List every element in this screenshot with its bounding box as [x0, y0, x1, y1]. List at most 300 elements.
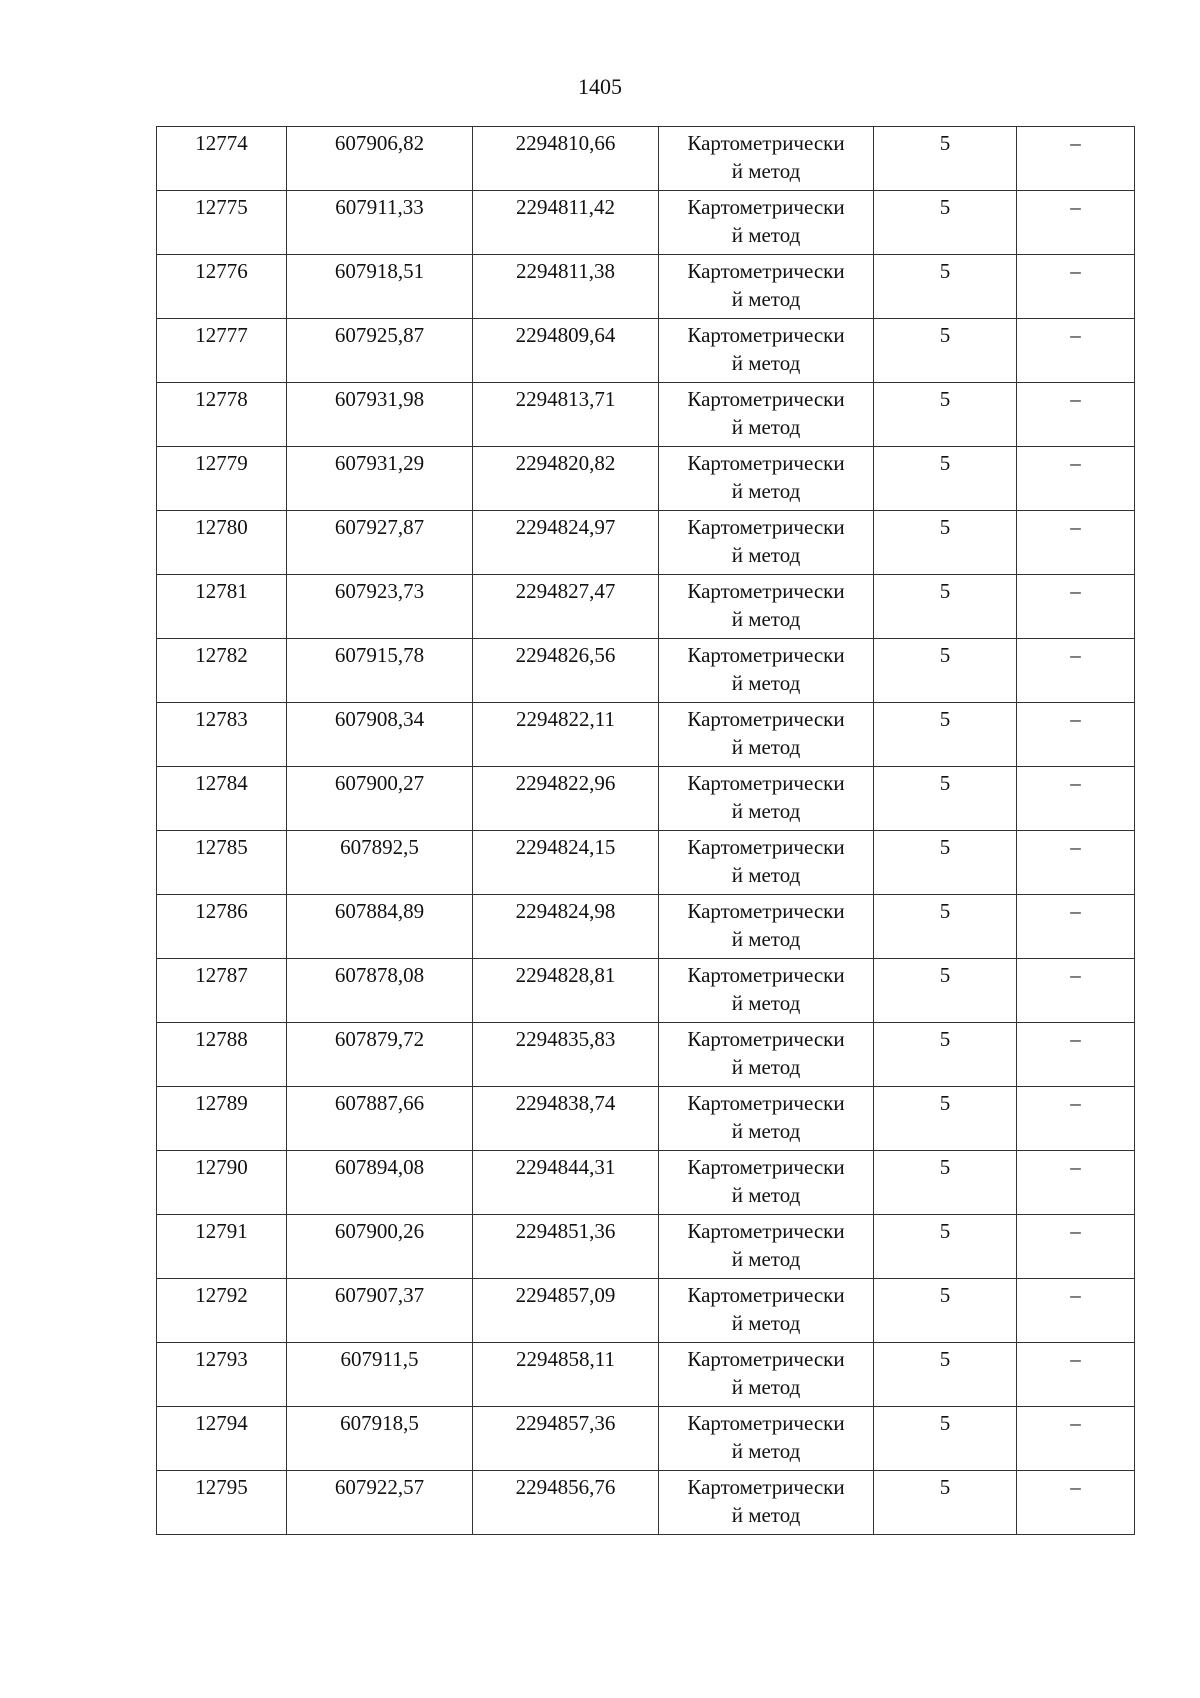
method-cell [659, 447, 874, 511]
method-cell [659, 959, 874, 1023]
note-text: – [1070, 1027, 1081, 1051]
method-text-line2: й метод [731, 1375, 801, 1399]
y-coordinate-cell [473, 895, 659, 959]
method-text-line1: Картометрически [687, 323, 845, 347]
note-cell [1017, 703, 1135, 767]
table-row [157, 895, 1135, 959]
method-cell [659, 1279, 874, 1343]
accuracy-text: 5 [939, 323, 951, 347]
method-text-line1: Картометрически [687, 771, 845, 795]
point-number-cell [157, 895, 287, 959]
table-row [157, 767, 1135, 831]
method-text-line2: й метод [731, 415, 801, 439]
method-cell [659, 767, 874, 831]
x-coordinate-cell [287, 1023, 473, 1087]
table-row [157, 319, 1135, 383]
x-coordinate-cell [287, 1215, 473, 1279]
x-coordinate-text: 607931,29 [334, 451, 425, 475]
table-row [157, 1151, 1135, 1215]
point-number-text: 12794 [195, 1411, 248, 1435]
point-number-text: 12784 [195, 771, 248, 795]
y-coordinate-cell [473, 1151, 659, 1215]
point-number-text: 12793 [195, 1347, 248, 1371]
method-text-line2: й метод [731, 991, 801, 1015]
method-text-line2: й метод [731, 1311, 801, 1335]
point-number-text: 12776 [195, 259, 248, 283]
point-number-text: 12789 [195, 1091, 248, 1115]
table-row [157, 511, 1135, 575]
method-cell [659, 639, 874, 703]
accuracy-cell [874, 1471, 1017, 1535]
x-coordinate-cell [287, 319, 473, 383]
method-cell [659, 1343, 874, 1407]
method-text-line1: Картометрически [687, 131, 845, 155]
note-text: – [1070, 1155, 1081, 1179]
table-row [157, 831, 1135, 895]
point-number-cell [157, 831, 287, 895]
note-text: – [1070, 963, 1081, 987]
method-text-line2: й метод [731, 1439, 801, 1463]
note-text: – [1070, 899, 1081, 923]
accuracy-text: 5 [939, 835, 951, 859]
x-coordinate-text: 607900,27 [334, 771, 425, 795]
table-body [157, 127, 1135, 1535]
point-number-cell [157, 191, 287, 255]
y-coordinate-text: 2294820,82 [515, 451, 616, 475]
method-cell [659, 1087, 874, 1151]
method-cell [659, 1471, 874, 1535]
method-cell [659, 831, 874, 895]
y-coordinate-text: 2294851,36 [515, 1219, 616, 1243]
y-coordinate-text: 2294826,56 [515, 643, 616, 667]
y-coordinate-cell [473, 959, 659, 1023]
x-coordinate-text: 607879,72 [334, 1027, 425, 1051]
x-coordinate-text: 607887,66 [334, 1091, 425, 1115]
point-number-cell [157, 1023, 287, 1087]
table-row [157, 255, 1135, 319]
point-number-cell [157, 1343, 287, 1407]
point-number-cell [157, 703, 287, 767]
point-number-text: 12783 [195, 707, 248, 731]
point-number-text: 12791 [195, 1219, 248, 1243]
y-coordinate-text: 2294838,74 [515, 1091, 616, 1115]
x-coordinate-cell [287, 1151, 473, 1215]
accuracy-cell [874, 1151, 1017, 1215]
y-coordinate-text: 2294857,36 [515, 1411, 616, 1435]
accuracy-cell [874, 1023, 1017, 1087]
accuracy-text: 5 [939, 899, 951, 923]
y-coordinate-text: 2294828,81 [515, 963, 616, 987]
note-text: – [1070, 195, 1081, 219]
note-text: – [1070, 707, 1081, 731]
y-coordinate-text: 2294827,47 [515, 579, 616, 603]
method-cell [659, 1215, 874, 1279]
note-cell [1017, 1343, 1135, 1407]
note-text: – [1070, 1475, 1081, 1499]
point-number-cell [157, 959, 287, 1023]
y-coordinate-cell [473, 1471, 659, 1535]
accuracy-text: 5 [939, 1219, 951, 1243]
y-coordinate-text: 2294858,11 [516, 1347, 615, 1371]
y-coordinate-text: 2294824,97 [515, 515, 616, 539]
x-coordinate-text: 607892,5 [340, 835, 419, 859]
x-coordinate-cell [287, 191, 473, 255]
note-text: – [1070, 451, 1081, 475]
accuracy-cell [874, 1343, 1017, 1407]
accuracy-cell [874, 703, 1017, 767]
table-row [157, 1471, 1135, 1535]
y-coordinate-text: 2294844,31 [515, 1155, 616, 1179]
note-cell [1017, 511, 1135, 575]
y-coordinate-cell [473, 447, 659, 511]
method-text-line2: й метод [731, 1055, 801, 1079]
table-row [157, 1023, 1135, 1087]
accuracy-text: 5 [939, 1411, 951, 1435]
accuracy-text: 5 [939, 195, 951, 219]
y-coordinate-text: 2294822,96 [515, 771, 616, 795]
accuracy-text: 5 [939, 387, 951, 411]
point-number-text: 12792 [195, 1283, 248, 1307]
note-cell [1017, 1023, 1135, 1087]
table-row [157, 959, 1135, 1023]
method-text-line1: Картометрически [687, 1219, 845, 1243]
point-number-cell [157, 1471, 287, 1535]
y-coordinate-cell [473, 1087, 659, 1151]
note-cell [1017, 959, 1135, 1023]
y-coordinate-cell [473, 1343, 659, 1407]
accuracy-text: 5 [939, 707, 951, 731]
method-text-line1: Картометрически [687, 1347, 845, 1371]
method-text-line2: й метод [731, 607, 801, 631]
table-row [157, 639, 1135, 703]
table-row [157, 1215, 1135, 1279]
y-coordinate-text: 2294857,09 [515, 1283, 616, 1307]
y-coordinate-text: 2294809,64 [515, 323, 616, 347]
x-coordinate-text: 607911,33 [335, 195, 424, 219]
x-coordinate-cell [287, 575, 473, 639]
method-text-line2: й метод [731, 159, 801, 183]
accuracy-cell [874, 575, 1017, 639]
table-row [157, 191, 1135, 255]
x-coordinate-text: 607923,73 [334, 579, 425, 603]
method-cell [659, 895, 874, 959]
note-cell [1017, 1407, 1135, 1471]
x-coordinate-text: 607918,51 [334, 259, 425, 283]
accuracy-cell [874, 383, 1017, 447]
table-row [157, 703, 1135, 767]
accuracy-cell [874, 639, 1017, 703]
method-text-line1: Картометрически [687, 707, 845, 731]
y-coordinate-text: 2294835,83 [515, 1027, 616, 1051]
method-text-line1: Картометрически [687, 899, 845, 923]
x-coordinate-cell [287, 767, 473, 831]
note-text: – [1070, 1091, 1081, 1115]
accuracy-text: 5 [939, 579, 951, 603]
page-number: 1405 [578, 74, 622, 99]
x-coordinate-text: 607915,78 [334, 643, 425, 667]
note-text: – [1070, 259, 1081, 283]
accuracy-cell [874, 895, 1017, 959]
accuracy-text: 5 [939, 1027, 951, 1051]
x-coordinate-text: 607911,5 [340, 1347, 419, 1371]
accuracy-cell [874, 319, 1017, 383]
accuracy-text: 5 [939, 515, 951, 539]
table-row [157, 1279, 1135, 1343]
method-text-line1: Картометрически [687, 1027, 845, 1051]
x-coordinate-cell [287, 1087, 473, 1151]
x-coordinate-cell [287, 255, 473, 319]
method-text-line1: Картометрически [687, 1155, 845, 1179]
note-cell [1017, 127, 1135, 191]
method-text-line2: й метод [731, 223, 801, 247]
x-coordinate-cell [287, 1343, 473, 1407]
note-text: – [1070, 771, 1081, 795]
note-cell [1017, 575, 1135, 639]
note-text: – [1070, 1283, 1081, 1307]
method-cell [659, 127, 874, 191]
point-number-cell [157, 639, 287, 703]
method-cell [659, 575, 874, 639]
method-text-line1: Картометрически [687, 451, 845, 475]
method-text-line2: й метод [731, 1503, 801, 1527]
y-coordinate-cell [473, 127, 659, 191]
note-text: – [1070, 515, 1081, 539]
point-number-cell [157, 1279, 287, 1343]
point-number-cell [157, 447, 287, 511]
method-cell [659, 1151, 874, 1215]
y-coordinate-text: 2294824,15 [515, 835, 616, 859]
note-cell [1017, 255, 1135, 319]
x-coordinate-cell [287, 383, 473, 447]
y-coordinate-text: 2294810,66 [515, 131, 616, 155]
note-cell [1017, 1087, 1135, 1151]
accuracy-cell [874, 1407, 1017, 1471]
point-number-text: 12779 [195, 451, 248, 475]
accuracy-text: 5 [939, 1475, 951, 1499]
method-text-line2: й метод [731, 1183, 801, 1207]
method-text-line2: й метод [731, 351, 801, 375]
table-row [157, 383, 1135, 447]
y-coordinate-cell [473, 767, 659, 831]
point-number-cell [157, 1151, 287, 1215]
accuracy-text: 5 [939, 131, 951, 155]
method-text-line2: й метод [731, 671, 801, 695]
accuracy-cell [874, 959, 1017, 1023]
y-coordinate-cell [473, 639, 659, 703]
point-number-text: 12780 [195, 515, 248, 539]
method-text-line1: Картометрически [687, 1411, 845, 1435]
method-cell [659, 1023, 874, 1087]
y-coordinate-cell [473, 1023, 659, 1087]
table-row [157, 1343, 1135, 1407]
method-text-line1: Картометрически [687, 195, 845, 219]
note-cell [1017, 1279, 1135, 1343]
note-cell [1017, 319, 1135, 383]
method-text-line1: Картометрически [687, 387, 845, 411]
accuracy-cell [874, 255, 1017, 319]
method-text-line1: Картометрически [687, 643, 845, 667]
method-text-line1: Картометрически [687, 579, 845, 603]
note-text: – [1070, 1219, 1081, 1243]
point-number-cell [157, 1087, 287, 1151]
accuracy-cell [874, 831, 1017, 895]
y-coordinate-cell [473, 191, 659, 255]
x-coordinate-text: 607900,26 [334, 1219, 425, 1243]
y-coordinate-cell [473, 383, 659, 447]
method-cell [659, 319, 874, 383]
y-coordinate-text: 2294811,38 [516, 259, 615, 283]
method-text-line1: Картометрически [687, 1475, 845, 1499]
note-text: – [1070, 643, 1081, 667]
y-coordinate-cell [473, 831, 659, 895]
y-coordinate-text: 2294813,71 [515, 387, 616, 411]
x-coordinate-cell [287, 1471, 473, 1535]
method-text-line1: Картометрически [687, 515, 845, 539]
accuracy-text: 5 [939, 1283, 951, 1307]
point-number-cell [157, 127, 287, 191]
y-coordinate-text: 2294824,98 [515, 899, 616, 923]
note-text: – [1070, 323, 1081, 347]
note-text: – [1070, 1411, 1081, 1435]
accuracy-cell [874, 447, 1017, 511]
y-coordinate-text: 2294822,11 [516, 707, 615, 731]
x-coordinate-text: 607894,08 [334, 1155, 425, 1179]
point-number-text: 12782 [195, 643, 248, 667]
y-coordinate-cell [473, 1215, 659, 1279]
method-text-line2: й метод [731, 799, 801, 823]
x-coordinate-text: 607878,08 [334, 963, 425, 987]
accuracy-cell [874, 1279, 1017, 1343]
point-number-text: 12795 [195, 1475, 248, 1499]
x-coordinate-text: 607925,87 [334, 323, 425, 347]
y-coordinate-cell [473, 511, 659, 575]
note-cell [1017, 191, 1135, 255]
x-coordinate-cell [287, 895, 473, 959]
x-coordinate-cell [287, 511, 473, 575]
note-cell [1017, 767, 1135, 831]
x-coordinate-text: 607908,34 [334, 707, 425, 731]
accuracy-text: 5 [939, 963, 951, 987]
x-coordinate-text: 607907,37 [334, 1283, 425, 1307]
note-cell [1017, 1471, 1135, 1535]
x-coordinate-cell [287, 1407, 473, 1471]
point-number-cell [157, 383, 287, 447]
note-cell [1017, 1151, 1135, 1215]
method-text-line2: й метод [731, 735, 801, 759]
table-row [157, 1087, 1135, 1151]
method-cell [659, 1407, 874, 1471]
method-text-line2: й метод [731, 927, 801, 951]
accuracy-text: 5 [939, 643, 951, 667]
accuracy-text: 5 [939, 451, 951, 475]
method-cell [659, 703, 874, 767]
point-number-cell [157, 767, 287, 831]
note-text: – [1070, 1347, 1081, 1371]
method-text-line1: Картометрически [687, 1091, 845, 1115]
point-number-text: 12775 [195, 195, 248, 219]
point-number-text: 12790 [195, 1155, 248, 1179]
note-text: – [1070, 579, 1081, 603]
note-cell [1017, 383, 1135, 447]
y-coordinate-cell [473, 1279, 659, 1343]
method-text-line2: й метод [731, 1247, 801, 1271]
method-text-line1: Картометрически [687, 259, 845, 283]
y-coordinate-cell [473, 575, 659, 639]
point-number-cell [157, 319, 287, 383]
accuracy-cell [874, 191, 1017, 255]
note-text: – [1070, 387, 1081, 411]
point-number-text: 12774 [195, 131, 248, 155]
point-number-cell [157, 255, 287, 319]
y-coordinate-cell [473, 319, 659, 383]
y-coordinate-text: 2294856,76 [515, 1475, 616, 1499]
x-coordinate-text: 607906,82 [334, 131, 425, 155]
table-row [157, 575, 1135, 639]
x-coordinate-text: 607927,87 [334, 515, 425, 539]
x-coordinate-cell [287, 1279, 473, 1343]
method-text-line1: Картометрически [687, 963, 845, 987]
x-coordinate-cell [287, 831, 473, 895]
x-coordinate-text: 607922,57 [334, 1475, 425, 1499]
note-text: – [1070, 835, 1081, 859]
method-text-line2: й метод [731, 543, 801, 567]
method-text-line1: Картометрически [687, 835, 845, 859]
accuracy-cell [874, 1087, 1017, 1151]
note-cell [1017, 831, 1135, 895]
note-cell [1017, 639, 1135, 703]
accuracy-text: 5 [939, 259, 951, 283]
coordinates-table [156, 126, 1135, 1535]
point-number-cell [157, 575, 287, 639]
table-row [157, 127, 1135, 191]
point-number-text: 12781 [195, 579, 248, 603]
table-row [157, 1407, 1135, 1471]
x-coordinate-cell [287, 447, 473, 511]
accuracy-text: 5 [939, 1347, 951, 1371]
y-coordinate-cell [473, 703, 659, 767]
accuracy-cell [874, 511, 1017, 575]
point-number-text: 12777 [195, 323, 248, 347]
x-coordinate-cell [287, 127, 473, 191]
y-coordinate-cell [473, 1407, 659, 1471]
x-coordinate-text: 607918,5 [340, 1411, 419, 1435]
accuracy-text: 5 [939, 1155, 951, 1179]
accuracy-cell [874, 127, 1017, 191]
note-cell [1017, 895, 1135, 959]
method-cell [659, 383, 874, 447]
point-number-text: 12778 [195, 387, 248, 411]
accuracy-cell [874, 1215, 1017, 1279]
method-cell [659, 511, 874, 575]
note-cell [1017, 447, 1135, 511]
point-number-cell [157, 1215, 287, 1279]
point-number-text: 12785 [195, 835, 248, 859]
point-number-text: 12787 [195, 963, 248, 987]
x-coordinate-text: 607884,89 [334, 899, 425, 923]
table-row [157, 447, 1135, 511]
method-text-line2: й метод [731, 863, 801, 887]
point-number-text: 12788 [195, 1027, 248, 1051]
x-coordinate-cell [287, 703, 473, 767]
point-number-text: 12786 [195, 899, 248, 923]
accuracy-cell [874, 767, 1017, 831]
method-cell [659, 191, 874, 255]
method-text-line2: й метод [731, 479, 801, 503]
accuracy-text: 5 [939, 771, 951, 795]
y-coordinate-cell [473, 255, 659, 319]
x-coordinate-cell [287, 959, 473, 1023]
method-text-line2: й метод [731, 287, 801, 311]
